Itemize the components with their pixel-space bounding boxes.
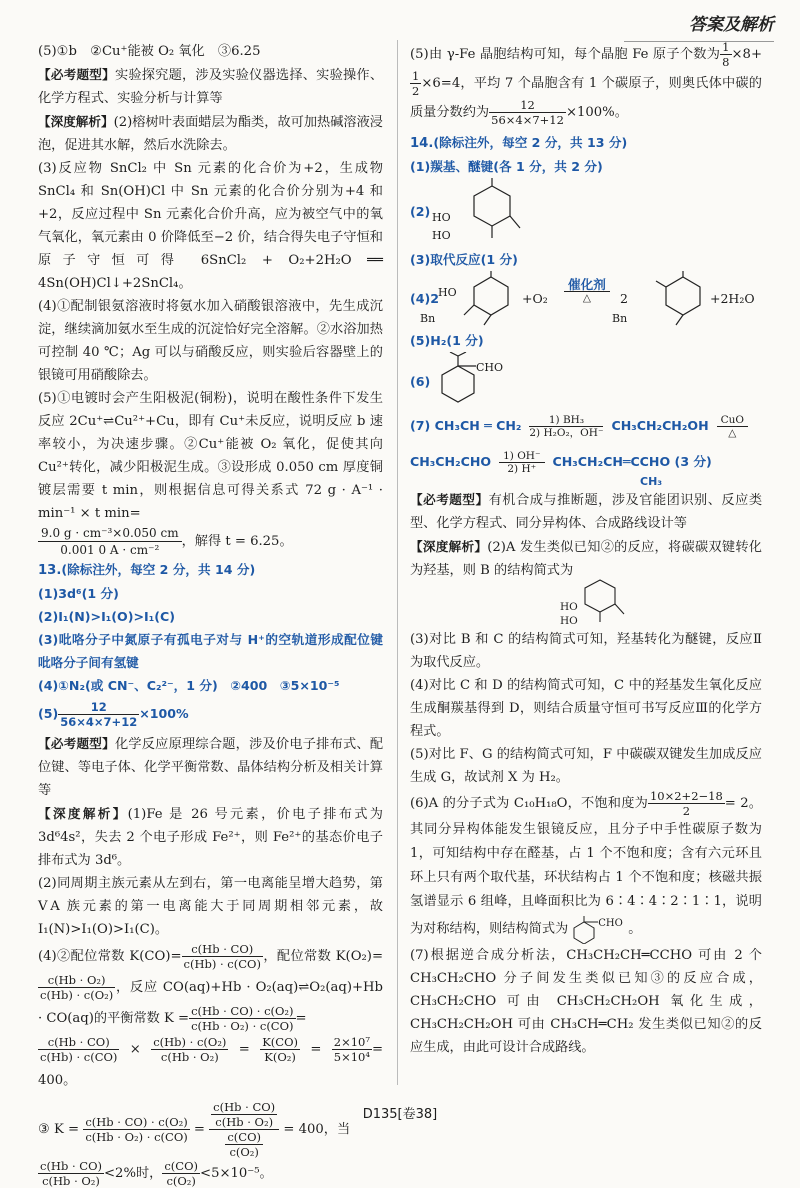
page-footer: D135[卷38] [362, 1107, 438, 1122]
text-seg: (4)②配位常数 K(CO)= [38, 949, 182, 964]
right-column [410, 40, 762, 1059]
analysis-text: (1)Fe 是 26 号元素，价电子排布式为 3d⁶4s²，失去 2 个电子形成 Fe²⁺，则 Fe²⁺的基态价电子排布式为 3d⁶。 [38, 807, 383, 868]
answer-13-2: (2)I₁(N)>I₁(O)>I₁(C) [38, 609, 176, 624]
answer-14-4 [410, 271, 762, 329]
fraction-numerator: c(Hb) · c(O₂) [153, 1035, 227, 1049]
bond [676, 315, 683, 325]
structure-d-diagram [628, 271, 718, 329]
equation-result: ，解得 t = 6.25。 [181, 534, 293, 549]
required-type-12 [38, 63, 383, 110]
fraction-numerator: c(CO) [164, 1159, 199, 1173]
aldehyde-label: CHO [476, 361, 504, 374]
required-type-text: 有机合成与推断题，涉及官能团识别、反应类型、化学方程式、同分异构体、合成路线设计等 [410, 493, 763, 531]
propanol: CH₃CH₂CH₂OH [611, 418, 709, 433]
route-line-2 [410, 450, 712, 475]
fraction-numerator: c(Hb · CO) [213, 1100, 276, 1114]
fraction-denominator: c(Hb) · c(CO) [183, 957, 261, 971]
answer-13-3: (3)吡咯分子中氮原子有孤电子对与 H⁺的空轨道形成配位键 吡咯分子间有氢键 [38, 632, 396, 670]
catalyst-arrow [564, 279, 610, 304]
heat: △ [728, 427, 737, 439]
reagent-base: 1) OH⁻ [499, 450, 544, 463]
fraction-denominator: 2 [412, 84, 420, 98]
ring [574, 922, 594, 944]
ring [585, 580, 615, 612]
fraction-denominator: c(O₂) [229, 1145, 259, 1159]
reagent-cuo: CuO [717, 414, 748, 427]
co-o2-ratio-fraction [162, 1159, 200, 1188]
carbonyl-bond [656, 281, 666, 287]
text-seg: ×8+ [731, 47, 762, 62]
side-chain-bond [510, 216, 520, 228]
k-o2-inverse-fraction [151, 1035, 228, 1064]
analysis-text: (2)A 发生类似已知②的反应，将碳碳双键转化为羟基，则 B 的结构简式为 [410, 540, 762, 578]
answer-14-2 [410, 178, 762, 248]
fraction-denominator: 5×10⁴ [333, 1050, 370, 1064]
question-number: 13. [38, 563, 62, 578]
k-co-fraction-2 [38, 1035, 119, 1064]
one-half-fraction [410, 69, 421, 98]
fraction-denominator: c(Hb · O₂) [42, 1174, 100, 1188]
reagent-1: 1) BH₃ [529, 414, 603, 427]
cyclohexane-ring [474, 186, 510, 226]
benzyl-label: Bn [612, 312, 628, 325]
reagent-2: 2) H₂O₂，OH⁻ [529, 427, 604, 439]
text-seg: = 2。其同分异构体能发生银镜反应，且分子中手性碳原子数为 1，可知结构中存在醛基，占 1 个不饱和度；含有六元环且环上只有两个取代基，环状结构占 1 个不饱和度；核磁共振氢谱显示 6 组峰，且峰面积比为 6∶4∶4∶2∶1∶1，说明为对称结构，则结构简式为 [410, 796, 762, 937]
text-seg: ，配位常数 K(O₂)= [262, 949, 383, 964]
score-note: (除标注外，每空 2 分，共 14 分) [61, 562, 256, 577]
carbon-fraction [58, 700, 139, 729]
structure-b-inline [410, 582, 762, 628]
fraction-denominator: 2 [682, 804, 691, 818]
page-header-title: 答案及解析 [624, 14, 774, 42]
text-seg: = [295, 1011, 307, 1026]
required-type-14 [410, 488, 762, 535]
fraction-numerator: K(CO) [262, 1035, 298, 1049]
analysis-12-5-equation [38, 525, 383, 558]
tag-analysis: 【深度解析】 [38, 806, 128, 821]
ring [442, 366, 474, 402]
fraction-denominator: c(Hb · O₂) [215, 1115, 274, 1129]
route-line-1 [410, 414, 752, 439]
thickness-fraction [38, 525, 182, 558]
answer-13-5 [38, 700, 383, 729]
text-seg: ③ K = [38, 1122, 80, 1137]
analysis-13-1 [38, 802, 383, 872]
text-seg: <5×10⁻⁵。 [200, 1166, 273, 1181]
answer-label: (4)2 [410, 291, 440, 306]
unsaturation-fraction [648, 789, 725, 818]
text-seg: ×6=4，平均 7 个晶胞含有 1 个碳原子，则奥氏体中碳的质量分数约为 [410, 76, 762, 120]
isomer-inline [568, 914, 628, 944]
analysis-14-7: (7)根据逆合成分析法，CH₃CH₂CH═CCHO 可由 2 个 CH₃CH₂CHO 分子间发生类似已知③的反应合成，CH₃CH₂CHO 可由 CH₃CH₂CH₂OH 氧化生成，CH₃CH₂CH₂OH 可由 CH₃CH═CH₂ 发生类似已知②的反应生成，由此可设计合成路线。 [410, 948, 762, 1055]
analysis-13-4: (4)②配位常数 K(CO)= $\frac{c(Hb \cdot CO)}{c(Hb) \cdot c(CO)}$ ，配位常数 K(O₂)= $\frac{\text{c(Hb · O₂)}}{\text{c(Hb) · c(O₂)}}$ ，反应 CO(aq)+Hb · O₂(aq)⇌O₂(aq)+Hb · CO(aq)的平衡常数 K = $\frac{\text{c(Hb · CO) · c(O₂)}}{\text{c(Hb · O₂) · c(CO)}}$ = $\frac{c(Hb \cdot CO)}{c(Hb) \cdot c(CO)}$ × $\frac{\text{c(Hb) · c(O₂)}}{\text{c(Hb · O₂)}}$ = $\frac{K(CO)}{\text{K(O₂)}}$ = $\frac{\text{2×10⁷}}{\text{5×10⁴}}$ = 400。 [38, 942, 384, 1088]
tag-analysis: 【深度解析】 [410, 539, 488, 554]
hb-co-ratio-fraction [38, 1159, 104, 1188]
k-value-fraction [332, 1035, 372, 1064]
text-seg: = 400，当 [283, 1122, 351, 1137]
water-product: +2H₂O [710, 291, 755, 306]
analysis-13-4-3: ③ K = $\frac{\text{c(Hb · CO) · c(O₂)}}{\text{c(Hb · O₂) · c(CO)}}$ = $\frac{\frac{c(Hb \cdot CO)}{\text{c(Hb · O₂)}}}{\frac{c(CO)}{\text{c(O₂)}}}$ = 400，当 $\frac{c(Hb \cdot CO)}{\text{c(Hb · O₂)}}$ <2%时， $\frac{c(CO)}{\text{c(O₂)}}$ <5×10⁻⁵。 [38, 1100, 351, 1188]
column-divider [397, 40, 398, 1085]
answer-14-3: (3)取代反应(1 分) [410, 252, 518, 267]
analysis-13-5 [410, 40, 762, 127]
bond [615, 604, 624, 614]
tag-required: 【必考题型】 [410, 492, 489, 507]
ring [666, 277, 700, 315]
bond [484, 315, 491, 325]
answer-13-4: (4)①N₂(或 CN⁻、C₂²⁻，1 分) ②400 ③5×10⁻⁵ [38, 678, 340, 693]
fraction-numerator: 1 [722, 40, 730, 54]
fraction-denominator [209, 1130, 279, 1159]
one-eighth-fraction [720, 40, 731, 69]
fraction-numerator: c(Hb · CO) [40, 1159, 102, 1173]
analysis-12-3: (3)反应物 SnCl₂ 中 Sn 元素的化合价为+2，生成物 SnCl₄ 和 Sn(OH)Cl 中 Sn 元素的化合价分别为+4 和+2，反应过程中 Sn 元素化合价升高，应为被空气中的氧气氧化，氧元素由 0 价降低至−2 价，结合得失电子守恒和原子守恒可得 6SnCl₂ + O₂+2H₂O ══ 4Sn(OH)Cl↓+2SnCl₄。 [38, 161, 383, 291]
answer-14-1: (1)羰基、醚键(各 1 分，共 2 分) [410, 159, 603, 174]
heat-label: △ [582, 292, 591, 304]
question-13-header [38, 558, 383, 582]
carbon-mass-fraction [489, 98, 566, 127]
fraction-numerator: 2×10⁷ [333, 1035, 370, 1049]
oxygen-reactant: +O₂ [522, 291, 548, 306]
fraction-denominator: c(Hb · O₂) · c(CO) [191, 1019, 294, 1033]
fraction-denominator: 56×4×7+12 [491, 113, 564, 127]
k-ratio-fraction [260, 1035, 300, 1064]
analysis-14-6 [410, 789, 762, 944]
benzyl-label: Bn [420, 312, 436, 325]
fraction-numerator: c(Hb · CO) [38, 1035, 119, 1050]
answer-13-1: (1)3d⁶(1 分) [38, 586, 119, 601]
left-column [38, 40, 396, 1188]
methyl-substituent: CH₃ [640, 475, 663, 488]
aldol-arrow [499, 450, 544, 475]
text-seg: <2%时， [104, 1166, 163, 1181]
answer-label: (2) [410, 204, 431, 219]
bond [458, 352, 466, 356]
analysis-14-3: (3)对比 B 和 C 的结构简式可知，羟基转化为醚键，反应Ⅱ为取代反应。 [410, 632, 762, 670]
tag-required: 【必考题型】 [38, 736, 115, 751]
fraction-numerator: 1 [412, 69, 420, 83]
text-seg: (6)A 的分子式为 C₁₀H₁₈O，不饱和度为 [410, 796, 648, 811]
fraction-numerator: c(Hb · O₂) [38, 973, 115, 988]
hydroxyl-label: HO [438, 286, 457, 299]
propene: (7) CH₃CH ═ CH₂ [410, 418, 522, 433]
percent-suffix: ×100% [139, 706, 189, 721]
analysis-12-5: (5)①电镀时会产生阳极泥(铜粉)，说明在酸性条件下发生反应 2Cu⁺⇌Cu²⁺+Cu，即有 Cu⁺未反应，说明反应 b 速率较小，为决速步骤。②Cu⁺能被 O₂ 氧化，促使其向 Cu²⁺转化，减少阳极泥生成。③设形成 0.050 cm 厚度铜镀层需要 t min，则根据信息可得关系式 72 g · A⁻¹ · min⁻¹ × t min= [38, 391, 383, 521]
text-seg: (5)由 γ-Fe 晶胞结构可知，每个晶胞 Fe 原子个数为 [410, 47, 721, 62]
catalyst-label: 催化剂 [564, 279, 610, 292]
answer-14-7 [410, 408, 762, 488]
propanal: CH₃CH₂CHO [410, 454, 492, 469]
aldehyde-label: CHO [598, 918, 623, 929]
answer-label: (6) [410, 374, 431, 389]
score-note: (除标注外，每空 2 分，共 13 分) [433, 135, 628, 150]
fraction-denominator: 56×4×7+12 [60, 715, 138, 729]
hydroxyl-label: HO [432, 211, 451, 224]
analysis-14-4: (4)对比 C 和 D 的结构简式可知，C 中的羟基发生氧化反应生成酮羰基得到 D，则结合质量守恒可书写反应Ⅲ的化学方程式。 [410, 678, 762, 739]
fraction-denominator: c(Hb) · c(O₂) [40, 988, 114, 1002]
fraction-denominator: c(O₂) [166, 1174, 196, 1188]
k-o2-fraction [38, 973, 115, 1002]
product-coefficient: 2 [620, 291, 628, 306]
fraction-denominator: K(O₂) [264, 1050, 296, 1064]
structure-b-diagram [452, 178, 552, 248]
fraction-denominator: c(Hb · O₂) · c(CO) [85, 1130, 188, 1144]
analysis-12-4: (4)①配制银氨溶液时将氨水加入硝酸银溶液中，先生成沉淀，继续滴加氨水至生成的沉淀恰好完全溶解。②水浴加热可控制 40 ℃；Ag 可以与硝酸反应，则实验后容器壁上的银镜可用硝酸除去。 [38, 299, 383, 383]
fraction-numerator: 9.0 g · cm⁻³×0.050 cm [38, 525, 182, 542]
fraction-denominator: c(Hb · O₂) [160, 1050, 219, 1064]
analysis-13-2: (2)同周期主族元素从左到右，第一电离能呈增大趋势，第ⅤA 族元素的第一电离能大于同周期相邻元素，故 I₁(N)>I₁(O)>I₁(C)。 [38, 876, 383, 937]
analysis-text: (2)榕树叶表面蜡层为酯类，故可加热碱溶液浸泡，促进其水解，然后水洗除去。 [38, 115, 383, 153]
hydroxyl-label-2: HO [560, 615, 578, 627]
answer-14-5: (5)H₂(1 分) [410, 333, 484, 348]
bond [464, 305, 474, 315]
fraction-denominator: c(Hb) · c(CO) [40, 1050, 118, 1064]
fraction-numerator: c(Hb · CO) [182, 942, 263, 957]
answer-14-6 [410, 352, 762, 408]
fraction-numerator: 10×2+2−18 [649, 789, 723, 803]
question-14-header [410, 131, 762, 155]
answer-12-5: (5)①b ②Cu⁺能被 O₂ 氧化 ③6.25 [38, 44, 261, 59]
fraction-numerator: c(Hb · CO) · c(O₂) [191, 1004, 294, 1018]
aldol-product: CH₃CH₂CH═CCHO (3 分) [552, 454, 712, 469]
text-seg: = 400。 [38, 1042, 384, 1088]
ring [474, 277, 508, 315]
analysis-14-2 [410, 535, 762, 582]
required-type-13 [38, 732, 383, 802]
reagent-acid: 2) H⁺ [507, 463, 537, 475]
analysis-12-2 [38, 110, 383, 157]
question-number: 14. [410, 136, 434, 151]
text-seg: 。 [628, 921, 642, 937]
required-type-text: 实验探究题，涉及实验仪器选择、实验操作、化学方程式、实验分析与计算等 [38, 68, 384, 106]
oxidation-arrow [717, 414, 748, 439]
k-fraction [189, 1004, 295, 1033]
hydroxyl-label: HO [560, 601, 578, 613]
text-seg: ×100%。 [565, 105, 628, 120]
k-co-fraction [182, 942, 263, 971]
analysis-14-5: (5)对比 F、G 的结构简式可知，F 中碳碳双键发生加成反应生成 G，故试剂 X 为 H₂。 [410, 747, 762, 785]
tag-required: 【必考题型】 [38, 67, 115, 82]
bond [450, 352, 458, 356]
fraction-numerator: 12 [489, 98, 566, 113]
fraction-numerator: c(Hb · CO) · c(O₂) [85, 1115, 188, 1129]
fraction-numerator: c(CO) [227, 1130, 261, 1144]
hydroboration-arrow [529, 414, 603, 439]
text-seg: ，反应 CO(aq)+Hb · O₂(aq)⇌O₂(aq)+Hb · CO(aq)的平衡常数 K = [38, 980, 383, 1026]
fraction-denominator: 8 [722, 55, 730, 69]
hydroxyl-label-2: HO [432, 229, 451, 242]
fraction-numerator: 12 [58, 700, 139, 715]
fraction-denominator: 0.001 0 A · cm⁻² [60, 543, 160, 557]
tag-analysis: 【深度解析】 [38, 114, 114, 129]
answer-label: (5) [38, 706, 59, 721]
required-type-text: 化学反应原理综合题，涉及价电子排布式、配位键、等电子体、化学平衡常数、晶体结构分析及相关计算等 [38, 737, 384, 798]
inner-fraction [225, 1130, 263, 1159]
